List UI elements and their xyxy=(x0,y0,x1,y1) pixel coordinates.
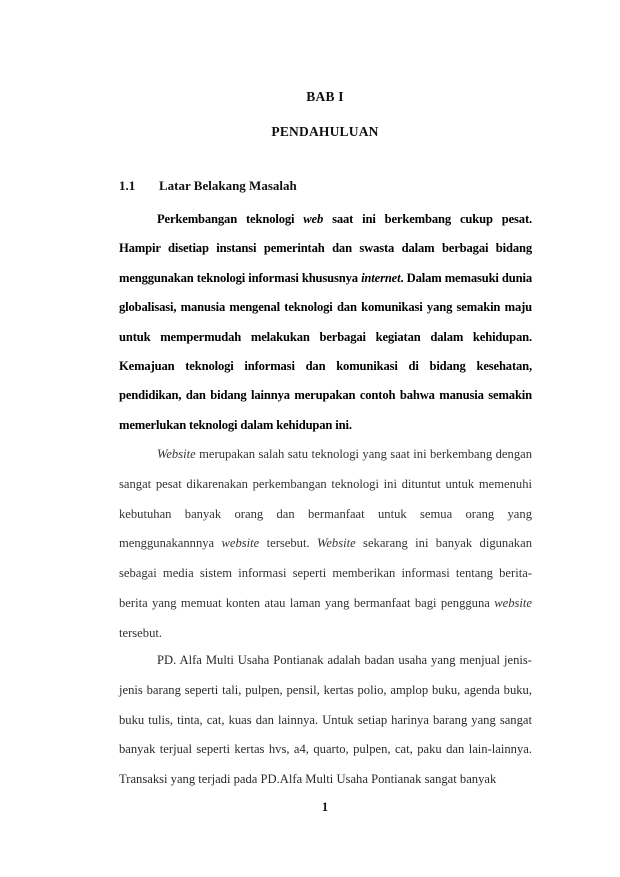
chapter-number: BAB I xyxy=(306,89,344,104)
paragraph-1-text-1: Perkembangan teknologi xyxy=(157,212,304,226)
page-number: 1 xyxy=(321,800,329,814)
paragraph-2-italic-2: website xyxy=(221,536,260,551)
chapter-title: PENDAHULUAN xyxy=(271,124,379,139)
paragraph-2 xyxy=(119,440,532,649)
paragraph-2-italic-4: website xyxy=(494,595,532,610)
paragraph-1-italic-internet: internet xyxy=(361,270,401,285)
paragraph-1-italic-web: web xyxy=(303,212,324,226)
paragraph-2-text-1: merupakan salah satu teknologi yang saat ini berkembang dengan sangat pesat dikarenakan perkembangan teknologi ini dituntut untuk memenuhi kebutuhan banyak orang dan bermanfaat untuk semua orang yang menggunakannnya xyxy=(119,447,532,551)
paragraph-3 xyxy=(119,646,532,795)
section-heading xyxy=(119,178,297,194)
paragraph-2-text-3: sekarang ini banyak digunakan sebagai media sistem informasi seperti memberikan informasi tentang berita-berita yang memuat konten atau laman yang bermanfaat bagi pengguna xyxy=(119,536,532,610)
section-title: Latar Belakang Masalah xyxy=(159,178,297,193)
paragraph-2-text-2: tersebut. xyxy=(259,536,317,551)
paragraph-2-italic-3: Website xyxy=(316,536,356,551)
paragraph-2-italic-1: Website xyxy=(157,447,196,461)
paragraph-1-text-2: saat ini berkembang cukup pesat. Hampir disetiap instansi pemerintah dan swasta dalam berbagai bidang menggunakan teknologi informasi khususnya xyxy=(119,212,532,285)
section-number: 1.1 xyxy=(119,178,136,193)
paragraph-1-text-3: . Dalam memasuki dunia globalisasi, manusia mengenal teknologi dan komunikasi yang semakin maju untuk mempermudah melakukan berbagai kegiatan dalam kehidupan. Kemajuan teknologi informasi dan komunikasi di bidang kesehatan, pendidikan, dan bidang lainnya merupakan contoh bahwa manusia semakin memerlukan teknologi dalam kehidupan ini. xyxy=(119,270,532,432)
paragraph-3-text-1: PD. Alfa Multi Usaha Pontianak adalah badan usaha yang menjual jenis-jenis barang seperti tali, pulpen, pensil, kertas polio, amplop buku, agenda buku, buku tulis, tinta, cat, kuas dan lainnya. Untuk setiap harinya barang yang sangat banyak terjual seperti kertas hvs, a4, quarto, pulpen, cat, paku dan lain-lainnya. Transaksi yang terjadi pada PD.Alfa Multi Usaha Pontianak sangat banyak xyxy=(119,653,532,787)
paragraph-2-text-4: tersebut. xyxy=(119,625,163,640)
paragraph-1 xyxy=(119,205,532,440)
